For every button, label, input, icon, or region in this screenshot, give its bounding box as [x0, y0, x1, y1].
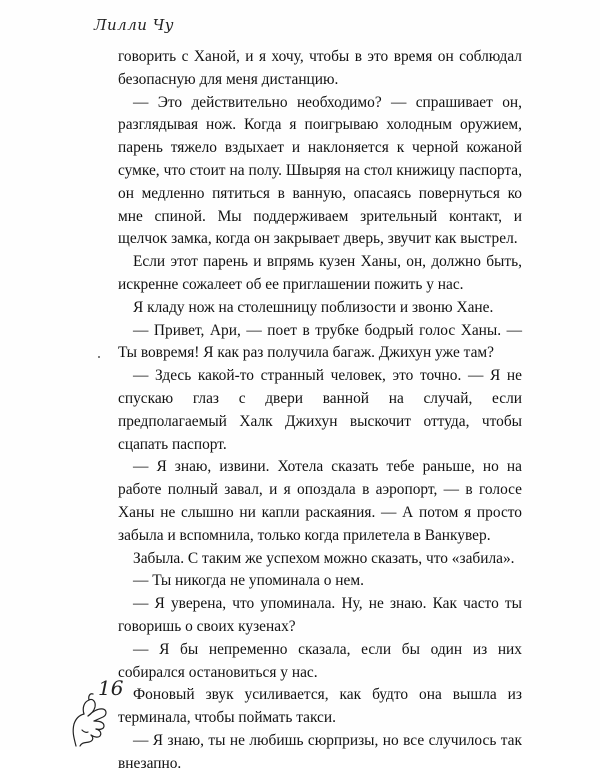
paragraph: Я кладу нож на столешницу поблизости и звоню Хане.: [133, 298, 494, 316]
paragraph: — Я знаю, извини. Хотела сказать тебе раньше, но на работе полный завал, и я опоздала в аэропорт, — в голосе Ханы не слышно ни капли раскаяния. — А потом я просто забыла и вспомнила, только когда прилетела в Ванкувер.: [118, 458, 522, 544]
paragraph: — Я бы непременно сказала, если бы один из них собирался остановиться у нас.: [118, 640, 522, 681]
paragraph: — Это действительно необходимо? — спрашивает он, разглядывая нож. Когда я поигрываю холодным оружием, парень тяжело вздыхает и наклоняется к черной кожаной сумке, что стоит на полу. Швыряя на стол книжицу паспорта, он медленно пятиться в ванную, опасаясь повернуться ко мне спиной. Мы поддерживаем зрительный контакт, и щелчок замка, когда он закрывает дверь, звучит как выстрел.: [118, 93, 522, 248]
paragraph: — Здесь какой-то странный человек, это точно. — Я не спускаю глаз с двери ванной на случай, если предполагаемый Халк Джихун выскочит оттуда, чтобы сцапать паспорт.: [118, 367, 522, 453]
paragraph: — Привет, Ари, — поет в трубке бодрый голос Ханы. — Ты вовремя! Я как раз получила багаж. Джихун уже там?: [118, 321, 522, 362]
margin-mark: [98, 356, 100, 358]
paragraph: — Я уверена, что упоминала. Ну, не знаю. Как часто ты говоришь о своих кузенах?: [118, 595, 522, 635]
finger-heart-hand-icon: [58, 688, 130, 748]
running-header-author: Лилли Чу: [94, 16, 175, 34]
page-number: 16: [98, 676, 124, 700]
body-text: [118, 46, 522, 776]
paragraph: — Ты никогда не упоминала о нем.: [133, 572, 364, 590]
paragraph: Забыла. С таким же успехом можно сказать, что «забила».: [133, 549, 515, 567]
paragraph: говорить с Ханой, и я хочу, чтобы в это время он соблюдал безопасную для меня дистанцию.: [118, 48, 522, 88]
paragraph: — Я знаю, ты не любишь сюрпризы, но все случилось так внезапно.: [118, 731, 522, 772]
paragraph: Если этот парень и впрямь кузен Ханы, он, должно быть, искренне сожалеет об ее приглашении пожить у нас.: [118, 253, 522, 293]
paragraph: Фоновый звук усиливается, как будто она вышла из терминала, чтобы поймать такси.: [118, 686, 522, 727]
